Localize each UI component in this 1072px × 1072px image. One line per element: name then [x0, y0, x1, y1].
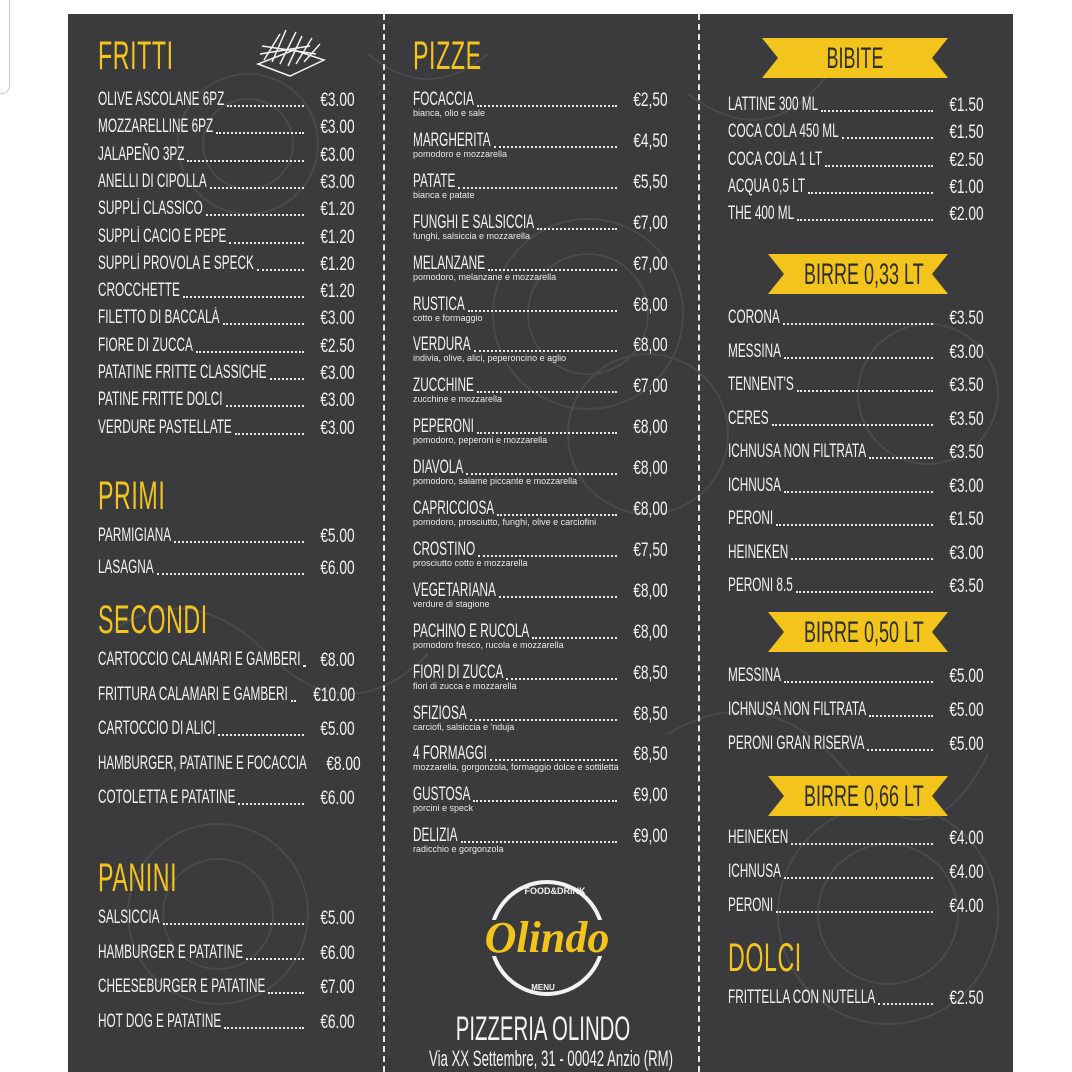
menu-item-birre033-messina [728, 338, 984, 362]
menu-item-fritti-suppl-cacio-e-pepe [98, 223, 355, 247]
leader-dots [477, 391, 618, 393]
leader-dots [797, 390, 934, 392]
menu-item-price: €3.00 [320, 144, 355, 166]
leader-dots [776, 911, 933, 913]
leader-dots [869, 457, 933, 459]
menu-item-name: FIORE DI ZUCCA [98, 334, 193, 356]
menu-item-name: CERES [728, 407, 769, 429]
menu-item-birre033-ichnusa-non-filtrata [728, 438, 984, 462]
menu-item-name: FILETTO DI BACCALÀ [98, 307, 220, 329]
menu-item-price: €4,50 [633, 130, 668, 152]
leader-dots [490, 759, 618, 761]
menu-item-price: €5.00 [320, 526, 355, 547]
menu-item-birre033-peroni [728, 505, 984, 529]
menu-item-panini-cheeseburger-e-patatine [98, 973, 355, 997]
menu-item-price: €7,00 [633, 212, 668, 234]
menu-item-price: €1.20 [320, 199, 355, 221]
menu-item-pizze-patate [413, 168, 668, 192]
menu-item-name: GUSTOSA [413, 784, 471, 806]
menu-item-name: SUPPLÌ CACIO E PEPE [98, 225, 227, 247]
section-title-primi: PRIMI [98, 474, 166, 518]
leader-dots [174, 541, 304, 543]
menu-item-name: CARTOCCIO CALAMARI E GAMBERI [98, 649, 301, 670]
menu-item-name: PEPERONI [413, 416, 474, 438]
menu-item-name: HEINEKEN [728, 541, 789, 563]
menu-item-name: CROSTINO [413, 538, 476, 560]
menu-item-price: €9,00 [633, 785, 668, 807]
leader-dots [791, 558, 933, 560]
menu-item-price: €3.00 [320, 363, 355, 384]
leader-dots [783, 323, 934, 325]
leader-dots [474, 350, 618, 352]
menu-item-price: €6.00 [320, 942, 355, 964]
menu-item-pizze-verdura [413, 331, 668, 355]
menu-item-description: mozzarella, gorgonzola, formaggio dolce e sottiletta [413, 762, 619, 773]
fries-icon [250, 24, 330, 80]
menu-item-name: PACHINO E RUCOLA [413, 620, 530, 642]
menu-item-name: MOZZARELLINE 6PZ [98, 116, 214, 138]
leader-dots [470, 719, 618, 721]
menu-item-fritti-anelli-di-cipolla [98, 168, 355, 192]
menu-item-name: PATINE FRITTE DOLCI [98, 389, 223, 411]
menu-item-pizze-diavola [413, 454, 668, 478]
column-divider-right [698, 14, 700, 1072]
menu-item-price: €4.00 [949, 828, 984, 849]
menu-item-price: €3.00 [320, 308, 355, 330]
menu-item-pizze-crostino [413, 536, 668, 560]
menu-item-name: COCA COLA 450 ML [728, 121, 839, 143]
banner-birre-033-text: BIRRE 0,33 LT [804, 258, 924, 291]
menu-item-price: €3.50 [949, 442, 984, 463]
leader-dots [291, 700, 294, 702]
menu-item-fritti-fiore-di-zucca [98, 332, 355, 356]
menu-item-price: €4.00 [949, 896, 984, 917]
menu-item-price: €2.00 [949, 204, 984, 226]
menu-item-price: €1.20 [320, 253, 355, 275]
leader-dots [808, 192, 933, 194]
menu-item-name: MESSINA [728, 665, 782, 686]
menu-item-pizze-rustica [413, 291, 668, 315]
menu-item-birre050-messina [728, 662, 984, 686]
menu-item-description: cotto e formaggio [413, 312, 483, 323]
leader-dots [224, 1027, 304, 1029]
menu-item-price: €6.00 [320, 788, 355, 809]
leader-dots [461, 841, 618, 843]
menu-item-price: €1.20 [320, 281, 355, 303]
menu-item-pizze-focaccia [413, 86, 668, 110]
menu-item-description: carciofi, salsiccia e 'nduja [413, 721, 515, 732]
logo-brand: Olindo [484, 913, 610, 962]
leader-dots [869, 715, 933, 717]
menu-item-name: DIAVOLA [413, 457, 464, 479]
logo-food-drink: FOOD&DRINK [524, 886, 586, 896]
menu-item-name: ACQUA 0,5 LT [728, 175, 806, 197]
menu-item-name: PATATE [413, 170, 456, 192]
menu-item-fritti-suppl-provola-e-speck [98, 250, 355, 274]
menu-item-description: bianca e patate [413, 189, 475, 200]
menu-item-secondi-cotoletta-e-patatine [98, 784, 355, 808]
menu-item-name: CARTOCCIO DI ALICI [98, 718, 216, 739]
menu-item-price: €5.00 [949, 734, 984, 755]
menu-item-price: €3.50 [949, 308, 984, 329]
menu-item-name: CAPRICCIOSA [413, 498, 495, 519]
leader-dots [796, 591, 934, 593]
menu-item-name: PERONI 8.5 [728, 575, 793, 596]
menu-item-description: pomodoro fresco, rucola e mozzarella [413, 639, 564, 650]
menu-item-fritti-crocchette [98, 277, 355, 301]
menu-item-price: €1.50 [949, 95, 984, 116]
menu-item-name: CORONA [728, 307, 780, 328]
menu-item-bibite-coca-cola-450-ml [728, 118, 984, 142]
menu-item-pizze-delizia [413, 822, 668, 846]
menu-item-name: HOT DOG E PATATINE [98, 1010, 222, 1032]
menu-item-description: indivia, olive, alici, peperoncino e aglio [413, 353, 567, 364]
leader-dots [226, 405, 305, 407]
menu-item-price: €3.00 [320, 90, 355, 111]
menu-item-fritti-filetto-di-baccal [98, 304, 355, 328]
menu-item-name: THE 400 ML [728, 203, 795, 225]
menu-item-name: RUSTICA [413, 293, 465, 315]
menu-item-birre033-tennent-s [728, 371, 984, 395]
menu-item-pizze-gustosa [413, 781, 668, 805]
menu-item-dolci-frittella-con-nutella [728, 984, 984, 1008]
menu-item-name: MARGHERITA [413, 129, 491, 151]
logo-menu: MENU [531, 983, 555, 992]
menu-item-price: €3.50 [949, 408, 984, 430]
menu-item-pizze-margherita [413, 127, 668, 151]
menu-item-price: €8,50 [633, 662, 668, 684]
menu-item-name: PARMIGIANA [98, 525, 172, 546]
leader-dots [821, 110, 933, 112]
menu-item-name: HEINEKEN [728, 827, 789, 848]
menu-item-price: €8.00 [320, 650, 355, 671]
menu-item-price: €8,00 [633, 335, 668, 357]
menu-item-fritti-verdure-pastellate [98, 414, 355, 438]
menu-item-price: €7.00 [320, 977, 355, 998]
menu-item-price: €9,00 [633, 826, 668, 848]
section-title-secondi: SECONDI [98, 598, 208, 642]
menu-item-name: JALAPEÑO 3PZ [98, 143, 185, 165]
menu-item-description: pomodoro, peperoni e mozzarella [413, 435, 548, 446]
menu-item-pizze-funghi-e-salsiccia [413, 209, 668, 233]
menu-item-name: ICHNUSA [728, 474, 782, 496]
section-title-fritti: FRITTI [98, 34, 174, 78]
menu-item-price: €8,50 [633, 744, 668, 766]
menu-item-name: DELIZIA [413, 825, 458, 847]
leader-dots [458, 187, 617, 189]
menu-item-price: €2.50 [949, 149, 984, 171]
menu-item-name: FRITTURA CALAMARI E GAMBERI [98, 683, 288, 705]
menu-item-price: €8,00 [633, 417, 668, 439]
menu-item-description: pomodoro e mozzarella [413, 148, 508, 159]
menu-item-name: SALSICCIA [98, 907, 160, 928]
menu-item-description: funghi, salsiccia e mozzarella [413, 230, 531, 241]
menu-item-name: SFIZIOSA [413, 702, 467, 724]
menu-item-name: MELANZANE [413, 252, 486, 274]
leader-dots [797, 219, 933, 221]
section-title-panini: PANINI [98, 856, 178, 900]
leader-dots [784, 357, 933, 359]
menu-item-price: €8.00 [326, 753, 361, 775]
leader-dots [157, 573, 305, 575]
menu-item-name: LATTINE 300 ML [728, 94, 819, 115]
menu-item-name: VERDURA [413, 334, 471, 356]
leader-dots [473, 800, 617, 802]
leader-dots [246, 958, 304, 960]
leader-dots [878, 1003, 933, 1005]
leader-dots [210, 187, 305, 189]
leader-dots [257, 269, 305, 271]
banner-birre-033 [768, 254, 948, 294]
leader-dots [477, 432, 618, 434]
menu-item-primi-lasagna [98, 554, 355, 578]
leader-dots [497, 514, 617, 516]
menu-item-panini-hamburger-e-patatine [98, 939, 355, 963]
menu-item-description: zucchine e mozzarella [413, 394, 503, 405]
menu-item-description: pomodoro, prosciutto, funghi, olive e carciofini [413, 517, 597, 527]
menu-item-price: €6.00 [320, 1011, 355, 1033]
menu-item-price: €2,50 [633, 90, 668, 111]
menu-item-name: PERONI GRAN RISERVA [728, 733, 865, 754]
menu-item-price: €1.20 [320, 226, 355, 248]
menu-item-birre033-corona [728, 304, 984, 328]
menu-item-name: MESSINA [728, 340, 782, 362]
menu-item-name: COCA COLA 1 LT [728, 148, 823, 170]
menu-item-pizze-pachino-e-rucola [413, 618, 668, 642]
menu-item-name: HAMBURGER, PATATINE E FOCACCIA [98, 752, 307, 774]
menu-item-price: €5.00 [949, 666, 984, 687]
leader-dots [238, 803, 304, 805]
menu-item-pizze-peperoni [413, 413, 668, 437]
leader-dots [506, 678, 617, 680]
menu-item-birre050-peroni-gran-riserva [728, 730, 984, 754]
menu-item-price: €1.50 [949, 509, 984, 530]
menu-item-price: €3.00 [320, 171, 355, 193]
leader-dots [183, 296, 305, 298]
leader-dots [468, 310, 618, 312]
leader-dots [532, 637, 617, 639]
leader-dots [537, 228, 617, 230]
menu-item-description: pomodoro, melanzane e mozzarella [413, 271, 557, 282]
menu-item-name: LASAGNA [98, 557, 154, 578]
menu-item-price: €5.00 [949, 700, 984, 721]
menu-item-name: VERDURE PASTELLATE [98, 416, 232, 438]
menu-item-name: TENNENT'S [728, 374, 794, 395]
menu-item-panini-salsiccia [98, 904, 355, 928]
menu-item-price: €8,50 [633, 703, 668, 725]
menu-item-pizze-melanzane [413, 250, 668, 274]
leader-dots [223, 323, 305, 325]
leader-dots [163, 923, 305, 925]
menu-item-name: ICHNUSA NON FILTRATA [728, 699, 867, 720]
leader-dots [499, 596, 618, 598]
leader-dots [303, 665, 304, 667]
menu-item-price: €5.00 [320, 719, 355, 740]
leader-dots [235, 433, 305, 435]
leader-dots [466, 473, 617, 475]
banner-birre-066 [768, 776, 948, 816]
menu-item-name: PATATINE FRITTE CLASSICHE [98, 362, 267, 383]
menu-item-price: €6.00 [320, 558, 355, 579]
menu-item-name: OLIVE ASCOLANE 6PZ [98, 89, 225, 110]
leader-dots [270, 378, 305, 380]
menu-item-pizze-sfiziosa [413, 700, 668, 724]
menu-item-price: €3.00 [320, 117, 355, 139]
leader-dots [784, 877, 933, 879]
window-corner-mark [0, 0, 10, 94]
leader-dots [494, 146, 618, 148]
menu-item-name: CROCCHETTE [98, 280, 180, 302]
menu-item-birre066-peroni [728, 892, 984, 916]
menu-item-bibite-acqua-0-5-lt [728, 173, 984, 197]
leader-dots [488, 269, 617, 271]
menu-item-primi-parmigiana [98, 522, 355, 546]
menu-item-name: ICHNUSA [728, 861, 782, 882]
menu-item-description: verdure di stagione [413, 598, 490, 609]
menu-item-price: €10.00 [313, 684, 355, 706]
leader-dots [196, 351, 305, 353]
menu-item-price: €7,00 [633, 376, 668, 398]
menu-board [68, 14, 1013, 1072]
menu-item-price: €5.00 [320, 908, 355, 929]
leader-dots [206, 214, 305, 216]
banner-birre-050-text: BIRRE 0,50 LT [804, 616, 924, 649]
leader-dots [791, 843, 933, 845]
menu-item-birre033-peroni-8-5 [728, 572, 984, 596]
section-title-dolci: DOLCI [728, 936, 802, 980]
leader-dots [268, 992, 304, 994]
leader-dots [784, 681, 933, 683]
menu-item-secondi-hamburger-patatine-e-focaccia [98, 750, 361, 775]
menu-item-pizze-4-formaggi [413, 740, 668, 764]
menu-item-name: SUPPLÌ PROVOLA E SPECK [98, 252, 254, 274]
menu-item-price: €3.00 [949, 475, 984, 497]
menu-item-name: ICHNUSA NON FILTRATA [728, 441, 867, 462]
menu-item-fritti-patine-fritte-dolci [98, 386, 355, 410]
menu-item-price: €8,00 [633, 621, 668, 643]
menu-item-price: €4.00 [949, 862, 984, 883]
leader-dots [842, 137, 934, 139]
column-divider-left [383, 14, 385, 1072]
footer-pizzeria-name: PIZZERIA OLINDO [455, 1010, 631, 1048]
menu-item-price: €7,00 [633, 253, 668, 275]
menu-item-price: €3.00 [949, 542, 984, 564]
footer-address: Via XX Settembre, 31 - 00042 Anzio (RM) [429, 1046, 674, 1071]
menu-item-secondi-cartoccio-di-alici [98, 715, 355, 739]
menu-item-description: prosciutto cotto e mozzarella [413, 557, 528, 568]
menu-item-price: €1.50 [949, 122, 984, 144]
menu-item-name: VEGETARIANA [413, 579, 496, 601]
menu-item-name: PERONI [728, 895, 774, 916]
menu-item-fritti-patatine-fritte-classiche [98, 359, 355, 383]
menu-item-price: €7,50 [633, 539, 668, 561]
menu-item-description: porcini e speck [413, 803, 474, 814]
menu-item-description: radicchio e gorgonzola [413, 844, 504, 855]
menu-item-price: €2.50 [949, 988, 984, 1009]
menu-item-price: €8,00 [633, 499, 668, 520]
leader-dots [784, 491, 933, 493]
leader-dots [187, 160, 304, 162]
menu-item-description: pomodoro, salame piccante e mozzarella [413, 476, 578, 487]
leader-dots [227, 105, 304, 107]
menu-item-name: COTOLETTA E PATATINE [98, 787, 236, 808]
leader-dots [776, 524, 933, 526]
menu-item-bibite-the-400-ml [728, 200, 984, 224]
menu-item-price: €8,00 [633, 294, 668, 316]
menu-item-price: €3.50 [949, 576, 984, 597]
menu-item-birre033-ichnusa [728, 472, 984, 496]
menu-item-bibite-coca-cola-1-lt [728, 146, 984, 170]
leader-dots [477, 105, 618, 107]
menu-item-name: ANELLI DI CIPOLLA [98, 170, 207, 192]
banner-birre-050 [768, 612, 948, 652]
menu-item-secondi-frittura-calamari-e-gamberi [98, 681, 355, 705]
olindo-logo [455, 872, 635, 1002]
menu-item-birre066-heineken [728, 824, 984, 848]
menu-item-birre033-heineken [728, 539, 984, 563]
menu-item-description: bianca, olio e sale [413, 108, 486, 118]
menu-item-fritti-olive-ascolane-6pz [98, 86, 355, 110]
menu-item-price: €3.00 [320, 390, 355, 412]
menu-item-price: €5,50 [633, 171, 668, 193]
menu-item-name: FRITTELLA CON NUTELLA [728, 987, 876, 1008]
banner-bibite-text: BIBITE [826, 42, 884, 75]
banner-bibite [762, 38, 948, 78]
menu-item-pizze-capricciosa [413, 495, 668, 519]
menu-item-price: €8,00 [633, 580, 668, 602]
menu-item-price: €3.00 [320, 417, 355, 439]
menu-item-name: FOCACCIA [413, 89, 474, 110]
menu-item-secondi-cartoccio-calamari-e-gamberi [98, 646, 355, 670]
menu-item-pizze-vegetariana [413, 577, 668, 601]
menu-item-price: €1.00 [949, 176, 984, 198]
menu-item-name: ZUCCHINE [413, 375, 474, 397]
section-title-pizze: PIZZE [413, 34, 482, 78]
leader-dots [772, 424, 934, 426]
menu-item-name: CHEESEBURGER E PATATINE [98, 976, 266, 997]
leader-dots [478, 555, 617, 557]
menu-item-pizze-fiori-di-zucca [413, 659, 668, 683]
menu-item-panini-hot-dog-e-patatine [98, 1008, 355, 1032]
menu-item-name: PERONI [728, 508, 774, 529]
menu-item-birre050-ichnusa-non-filtrata [728, 696, 984, 720]
menu-item-name: 4 FORMAGGI [413, 743, 487, 765]
leader-dots [825, 165, 933, 167]
menu-item-fritti-mozzarelline-6pz [98, 113, 355, 137]
menu-item-pizze-zucchine [413, 372, 668, 396]
menu-item-bibite-lattine-300-ml [728, 91, 984, 115]
menu-item-price: €2.50 [320, 335, 355, 357]
menu-item-birre033-ceres [728, 405, 984, 429]
menu-item-price: €3.50 [949, 375, 984, 396]
leader-dots [229, 242, 304, 244]
menu-item-fritti-jalape-o-3pz [98, 141, 355, 165]
menu-item-price: €3.00 [949, 341, 984, 363]
menu-item-name: HAMBURGER E PATATINE [98, 941, 244, 963]
leader-dots [867, 749, 933, 751]
menu-item-name: FIORI DI ZUCCA [413, 661, 504, 683]
menu-item-fritti-suppl-classico [98, 195, 355, 219]
menu-item-name: FUNGHI E SALSICCIA [413, 211, 535, 233]
banner-birre-066-text: BIRRE 0,66 LT [804, 780, 924, 813]
menu-item-price: €8,00 [633, 458, 668, 480]
menu-item-birre066-ichnusa [728, 858, 984, 882]
menu-item-description: fiori di zucca e mozzarella [413, 680, 517, 691]
leader-dots [216, 132, 304, 134]
menu-item-name: SUPPLÌ CLASSICO [98, 198, 203, 220]
leader-dots [218, 734, 304, 736]
